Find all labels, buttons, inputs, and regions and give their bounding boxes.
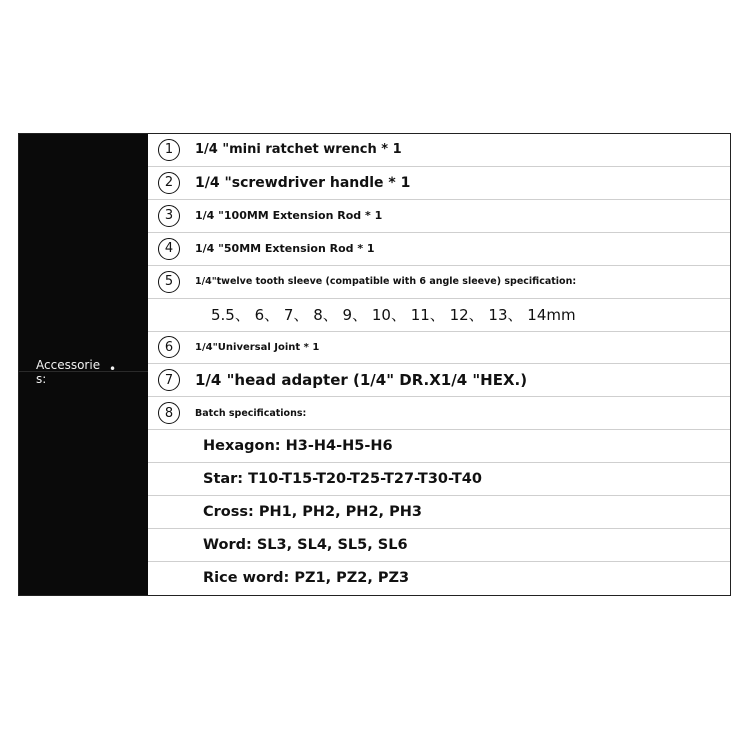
bit-spec-star: Star: T10-T15-T20-T25-T27-T30-T40	[203, 471, 482, 488]
list-item	[148, 167, 730, 200]
accessories-label-cell	[19, 134, 148, 595]
bit-spec-word: Word: SL3, SL4, SL5, SL6	[203, 537, 408, 554]
list-item	[148, 200, 730, 233]
accessories-spec-table	[18, 133, 731, 596]
list-item	[148, 562, 730, 595]
list-item	[148, 266, 730, 299]
list-item	[148, 332, 730, 365]
item-text: Batch specifications:	[195, 407, 307, 419]
sleeve-sizes: 5.5、 6、 7、 8、 9、 10、 11、 12、 13、 14mm	[211, 306, 576, 325]
circled-number-7: 7	[158, 369, 180, 391]
list-item	[148, 233, 730, 266]
list-item	[148, 134, 730, 167]
circled-number-6: 6	[158, 336, 180, 358]
circled-number-2: 2	[158, 172, 180, 194]
item-text: 1/4 "head adapter (1/4" DR.X1/4 "HEX.)	[195, 371, 528, 390]
list-item	[148, 463, 730, 496]
circled-number-4: 4	[158, 238, 180, 260]
bit-spec-hexagon: Hexagon: H3-H4-H5-H6	[203, 438, 393, 455]
item-text: 1/4 "screwdriver handle * 1	[195, 174, 411, 191]
item-text: 1/4"twelve tooth sleeve (compatible with 6 angle sleeve) specification:	[195, 276, 577, 288]
accessories-label: Accessorie s:	[36, 358, 101, 386]
bullet-dot: •	[109, 362, 117, 376]
circled-number-1: 1	[158, 139, 180, 161]
item-text: 1/4 "100MM Extension Rod * 1	[195, 209, 383, 223]
item-text: 1/4"Universal Joint * 1	[195, 341, 320, 353]
item-text: 1/4 "50MM Extension Rod * 1	[195, 242, 375, 256]
list-item	[148, 529, 730, 562]
list-item	[148, 299, 730, 332]
list-item	[148, 496, 730, 529]
circled-number-3: 3	[158, 205, 180, 227]
bit-spec-cross: Cross: PH1, PH2, PH2, PH3	[203, 504, 422, 521]
circled-number-8: 8	[158, 402, 180, 424]
circled-number-5: 5	[158, 271, 180, 293]
accessories-list	[148, 134, 730, 595]
bit-spec-rice-word: Rice word: PZ1, PZ2, PZ3	[203, 570, 410, 587]
list-item	[148, 364, 730, 397]
list-item	[148, 430, 730, 463]
list-item	[148, 397, 730, 430]
item-text: 1/4 "mini ratchet wrench * 1	[195, 142, 402, 158]
